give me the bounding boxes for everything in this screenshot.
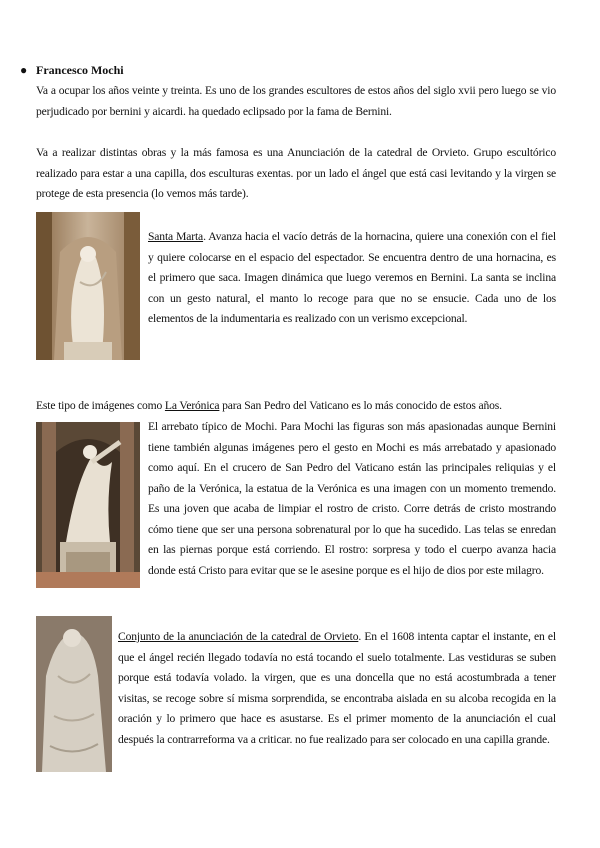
- section-heading: [20, 60, 124, 80]
- santa-marta-paragraph: Santa Marta. Avanza hacia el vacío detrás de la hornacina, quiere una conexión con el fiel y quiere colocarse en el espacio del espectador. Se encuentra dentro de una hornacina, es el primero que saca. Imagen dinámica que luego veremos en Bernini. La santa se inclina con un gesto natural, el manto lo recoge para que no se ensucie. Cada uno de los elementos de la indumentaria es realizado con un verismo excepcional.: [148, 230, 556, 325]
- anunciacion-paragraph: Conjunto de la anunciación de la catedral de Orvieto. En el 1608 intenta captar el instante, en el que el ángel recién llegado todavía no está tocando el suelo totalmente. Las vestiduras se suben porque está todavía volado. la virgen, que es una doncella que no está acostumbrada a tener visitas, se recoge sobre sí misma sorprendida, se encontraba aislada en su alcoba recogida en la oración y lo primero que hace es asustarse. Es el primer momento de la anunciación el cual después la contrarreforma va a criticar. no fue realizado para ser colocado en una capilla grande.: [118, 630, 556, 746]
- santa-marta-image: [36, 212, 140, 360]
- veronica-image: [36, 422, 140, 588]
- santa-marta-title: Santa Marta: [148, 230, 204, 243]
- bullet-icon: ●: [20, 63, 28, 77]
- anunciacion-title: Conjunto de la anunciación de la catedral de Orvieto: [118, 630, 359, 643]
- veronica-paragraph: El arrebato típico de Mochi. Para Mochi las figuras son más apasionadas aunque Bernini tiene también algunas imágenes pero el gesto en Mochi es más arrebatado y apasionado como aquí. En el crucero de San Pedro del Vaticano están las principales reliquias y el paño de la Verónica, la estatua de la Verónica es una imagen con un momento tremendo. Es una joven que acaba de limpiar el rostro de cristo. Corre detrás de cristo mostrando cómo tiene que ser una persona sobrenatural por lo que ha sucedido. Las telas se enredan en las piernas porque está corriendo. El rostro: sorpresa y todo el cuerpo avanza hacia donde está Cristo para evitar que se le asesine porque es el hijo de dios por este milagro.: [148, 420, 556, 577]
- anunciacion-image: [36, 616, 112, 772]
- intro-paragraph: Va a ocupar los años veinte y treinta. Es uno de los grandes escultores de estos años del siglo xvii pero luego se vio perjudicado por bernini y aicardi. ha quedado eclipsado por la fama de Bernini.: [36, 84, 556, 118]
- veronica-title: La Verónica: [164, 399, 220, 412]
- anunciacion-intro-paragraph: Va a realizar distintas obras y la más famosa es una Anunciación de la catedral de Orvieto. Grupo escultórico realizado para estar a una capilla, dos esculturas exentas. por un lado el ángel que está casi levitando y la virgen se protege de esta presencia (lo vemos más tarde).: [36, 146, 556, 200]
- veronica-lead-paragraph: Este tipo de imágenes como La Verónica para San Pedro del Vaticano es lo más conocido de estos años.: [36, 399, 502, 412]
- section-title: Francesco Mochi: [36, 63, 124, 77]
